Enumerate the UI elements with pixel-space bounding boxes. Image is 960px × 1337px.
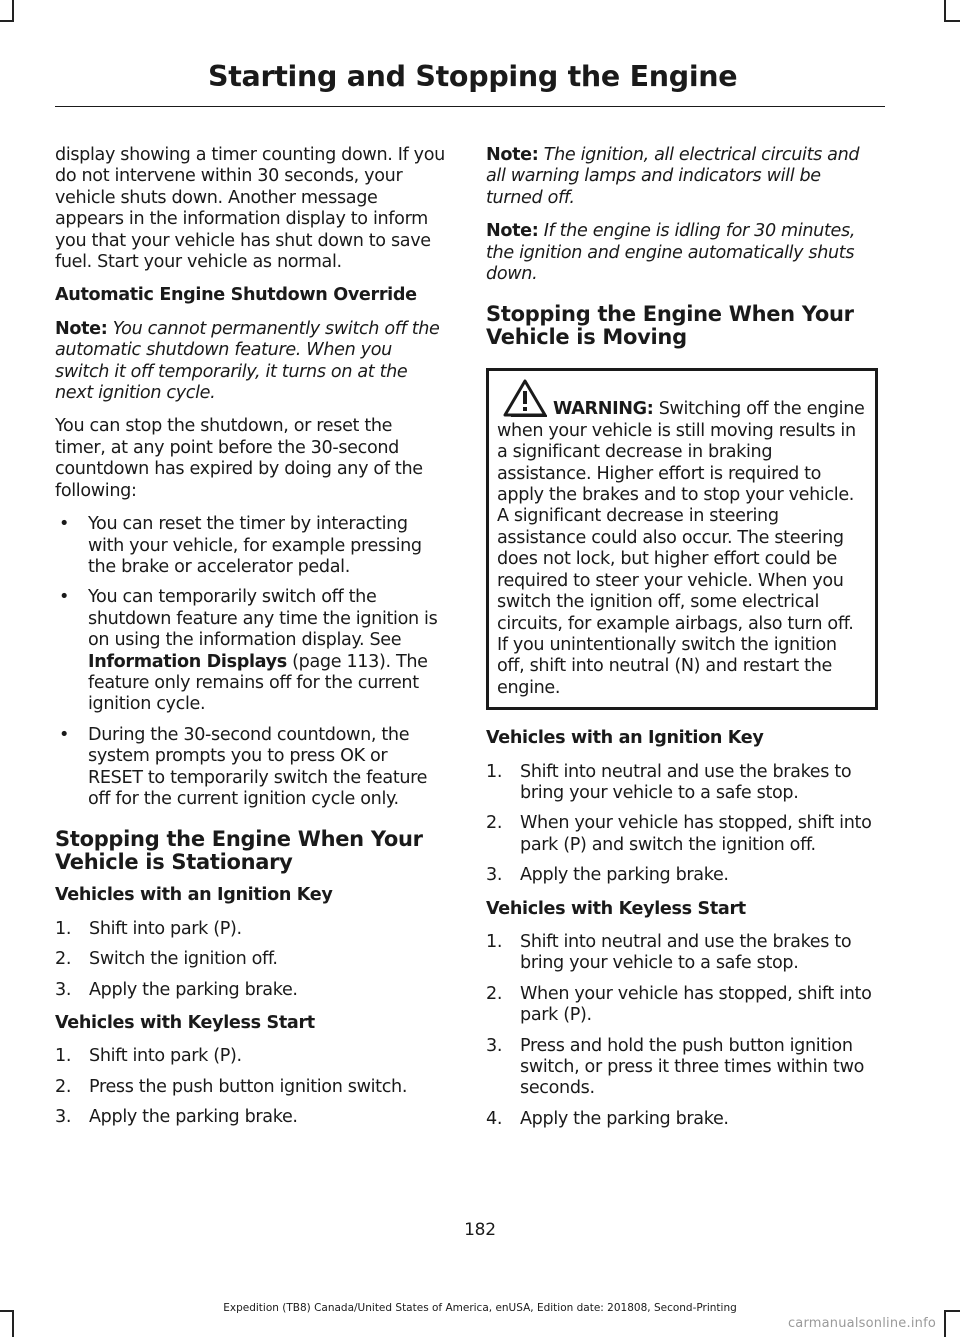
list-item: 1. Shift into neutral and use the brakes to bring your vehicle to a safe stop. [486, 931, 852, 974]
list-item: 1. Shift into park (P). [55, 1046, 242, 1067]
keyless-heading: Vehicles with Keyless Start [486, 898, 746, 919]
crop-mark-top-right-v [944, 0, 946, 20]
list-item [55, 514, 447, 578]
crop-mark-bottom-right-v [944, 1310, 946, 1337]
override-heading: Automatic Engine Shutdown Override [55, 285, 417, 306]
right-column [486, 145, 878, 1142]
list-item: 2. Press the push button ignition switch. [55, 1076, 408, 1097]
bullet-text: You can temporarily switch off the shutdown feature any time the ignition is on using the information display. See [88, 587, 438, 651]
list-item [55, 725, 447, 811]
bullet-mark: • [59, 724, 70, 745]
information-displays-link[interactable]: Information Displays [88, 651, 287, 672]
left-column [55, 145, 447, 1141]
crop-mark-bottom-left-v [12, 1310, 14, 1337]
moving-heading: Stopping the Engine When Your Vehicle is Moving [486, 302, 854, 349]
list-item: 1. Shift into neutral and use the brakes to bring your vehicle to a safe stop. [486, 761, 852, 803]
note-label: Note: [486, 145, 539, 165]
stationary-keyless-steps [55, 1046, 447, 1128]
list-item: 3. Press and hold the push button ignition switch, or press it three times within two seconds. [486, 1035, 865, 1099]
warning-triangle-icon [503, 379, 547, 417]
stationary-ignition-key-steps [55, 919, 447, 1001]
bullet-text-after: The feature only remains off for the current ignition cycle. [88, 651, 428, 715]
moving-keyless-steps [486, 932, 878, 1130]
page-title: Starting and Stopping the Engine [208, 60, 738, 93]
watermark: carmanualsonline.info [787, 1316, 936, 1331]
note-label: Note: [55, 318, 108, 339]
moving-ignition-key-steps [486, 762, 878, 887]
page-reference: (page 113). [292, 651, 391, 672]
list-item: 2. Switch the ignition off. [55, 949, 278, 970]
list-item: 1. Shift into park (P). [55, 918, 242, 939]
warning-body: Switching off the engine when your vehicle is still moving results in a significant decrease in braking assistance. Higher effort is required to apply the brakes and to stop your vehicle. A significant decrease in steering assistance could also occur. The steering does not lock, but higher effort could be required to steer your vehicle. When you switch the ignition off, some electrical circuits, for example airbags, also turn off. If you unintentionally switch the ignition off, shift into neutral (N) and restart the engine. [497, 399, 865, 698]
note-text: You cannot permanently switch off the automatic shutdown feature. When you switch it off temporarily, it turns on at the next ignition cycle. [55, 318, 440, 404]
override-bullet-list [55, 514, 447, 810]
crop-mark-top-left-h [0, 20, 14, 22]
note-text: If the engine is idling for 30 minutes, the ignition and engine automatically shuts down. [486, 221, 856, 285]
header-rule [55, 106, 885, 107]
stationary-heading: Stopping the Engine When Your Vehicle is Stationary [55, 827, 423, 874]
page-number: 182 [464, 1220, 496, 1240]
note-ignition-off [486, 145, 878, 209]
footer-edition: Expedition (TB8) Canada/United States of America, enUSA, Edition date: 201808, Second-Printing [223, 1302, 737, 1314]
list-item: 3. Apply the parking brake. [486, 865, 729, 886]
list-item: 2. When your vehicle has stopped, shift into park (P) and switch the ignition off. [486, 813, 872, 855]
note-idling [486, 221, 878, 285]
bullet-text: You can reset the timer by interacting with your vehicle, for example pressing the brake or accelerator pedal. [88, 514, 422, 577]
keyless-heading: Vehicles with Keyless Start [55, 1013, 315, 1033]
bullet-text: During the 30-second countdown, the system prompts you to press OK or RESET to temporarily switch the feature off for the current ignition cycle only. [88, 724, 428, 809]
bullet-mark: • [59, 514, 70, 535]
list-item: 3. Apply the parking brake. [55, 1107, 298, 1128]
note-label: Note: [486, 221, 539, 242]
list-item: 2. When your vehicle has stopped, shift into park (P). [486, 983, 872, 1026]
crop-mark-top-right-h [944, 20, 960, 22]
note-override [55, 319, 447, 405]
ignition-key-heading: Vehicles with an Ignition Key [55, 885, 333, 906]
note-text: The ignition, all electrical circuits and all warning lamps and indicators will be turned off. [486, 145, 860, 208]
warning-label: WARNING: [553, 399, 654, 420]
intro-paragraph: display showing a timer counting down. If you do not intervene within 30 seconds, your vehicle shuts down. Another message appears in the information display to inform you that your vehicle has shut down to save fuel. Start your vehicle as normal. [55, 145, 445, 273]
bullet-mark: • [59, 587, 70, 608]
stop-shutdown-paragraph: You can stop the shutdown, or reset the timer, at any point before the 30-second countdown has expired by doing any of the following: [55, 416, 423, 501]
warning-text [497, 399, 867, 699]
list-item: 4. Apply the parking brake. [486, 1108, 729, 1129]
list-item [55, 587, 447, 715]
warning-box [486, 368, 878, 710]
list-item: 3. Apply the parking brake. [55, 979, 298, 1000]
crop-mark-top-left-v [12, 0, 14, 20]
ignition-key-heading: Vehicles with an Ignition Key [486, 728, 764, 749]
